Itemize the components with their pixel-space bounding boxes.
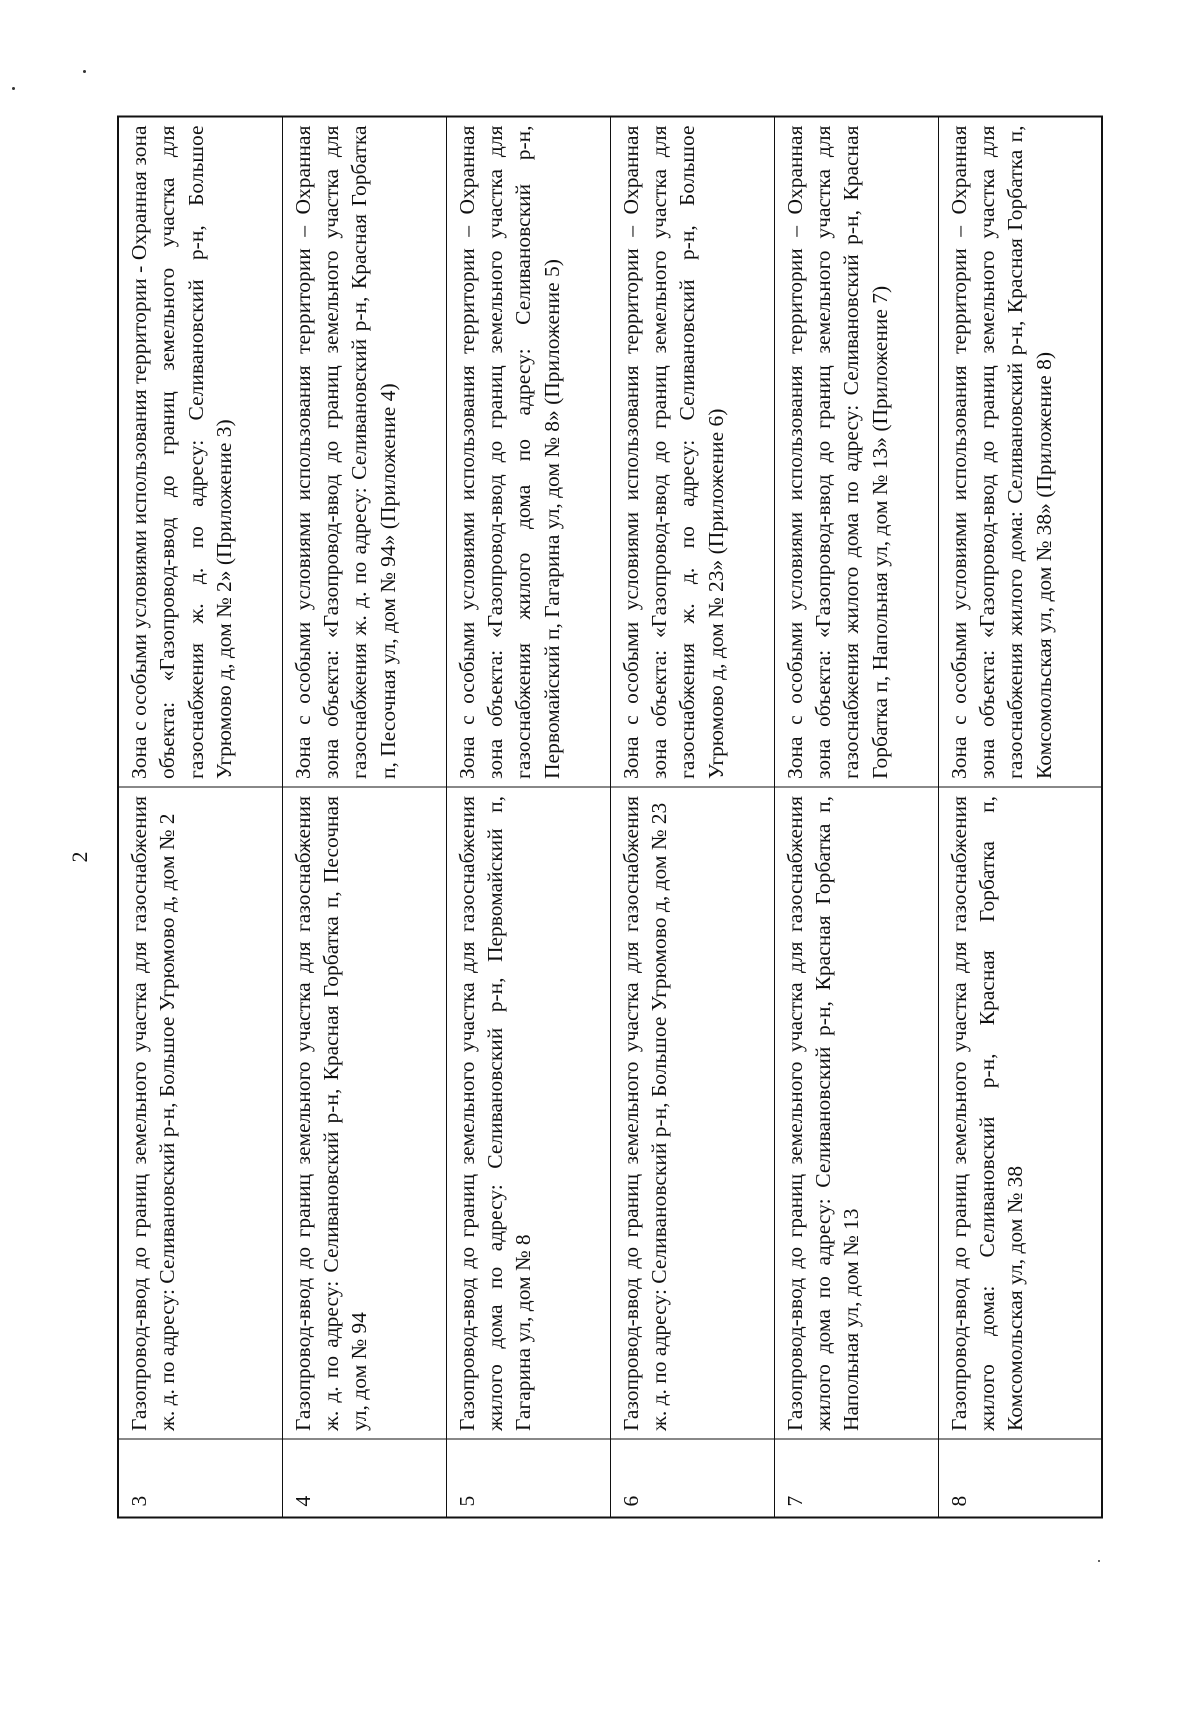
scan-speck	[12, 87, 15, 90]
zone-description: Зона с особыми условиями использования территории – Охранная зона объекта: «Газопровод-ввод до границ земельного участка для газоснабжения ж. д. по адресу: Селивановский р-н, Красная Горбатка п, Песочная ул, дом № 94» (Приложение 4)	[282, 116, 446, 787]
object-description: Газопровод-ввод до границ земельного участка для газоснабжения жилого дома по адресу: Селивановский р-н, Первомайский п, Гагарина ул, дом № 8	[446, 787, 610, 1439]
zone-description: Зона с особыми условиями использования территории – Охранная зона объекта: «Газопровод-ввод до границ земельного участка для газоснабжения жилого дома: Селивановский р-н, Красная Горбатка п, Комсомольская ул, дом № 38» (Приложение 8)	[938, 116, 1102, 787]
table-row	[446, 116, 610, 1517]
table-row	[282, 116, 446, 1517]
page-number: 2	[67, 851, 92, 863]
scan-speck	[1098, 1560, 1100, 1562]
zone-description: Зона с особыми условиями использования территории – Охранная зона объекта: «Газопровод-ввод до границ земельного участка для газоснабжения жилого дома по адресу: Селивановский р-н, Первомайский п, Гагарина ул, дом № 8» (Приложение 5)	[446, 116, 610, 787]
object-description: Газопровод-ввод до границ земельного участка для газоснабжения жилого дома по адресу: Селивановский р-н, Красная Горбатка п, Напольная ул, дом № 13	[774, 787, 938, 1439]
object-description: Газопровод-ввод до границ земельного участка для газоснабжения ж. д. по адресу: Селивановский р-н, Большое Угрюмово д, дом № 2	[118, 787, 282, 1439]
table-row	[774, 116, 938, 1517]
row-number: 5	[446, 1439, 610, 1517]
row-number: 7	[774, 1439, 938, 1517]
object-description: Газопровод-ввод до границ земельного участка для газоснабжения ж. д. по адресу: Селивановский р-н, Большое Угрюмово д, дом № 23	[610, 787, 774, 1439]
table-row	[938, 116, 1102, 1517]
object-description: Газопровод-ввод до границ земельного участка для газоснабжения ж. д. по адресу: Селивановский р-н, Красная Горбатка п, Песочная ул, дом № 94	[282, 787, 446, 1439]
table-row	[118, 116, 282, 1517]
row-number: 6	[610, 1439, 774, 1517]
row-number: 8	[938, 1439, 1102, 1517]
zone-description: Зона с особыми условиями использования территории – Охранная зона объекта: «Газопровод-ввод до границ земельного участка для газоснабжения ж. д. по адресу: Селивановский р-н, Большое Угрюмово д, дом № 23» (Приложение 6)	[610, 116, 774, 787]
table-row	[610, 116, 774, 1517]
zones-table	[117, 115, 1103, 1518]
zone-description: Зона с особыми условиями использования территории – Охранная зона объекта: «Газопровод-ввод до границ земельного участка для газоснабжения жилого дома по адресу: Селивановский р-н, Красная Горбатка п, Напольная ул, дом № 13» (Приложение 7)	[774, 116, 938, 787]
scan-speck	[83, 70, 86, 73]
row-number: 4	[282, 1439, 446, 1517]
object-description: Газопровод-ввод до границ земельного участка для газоснабжения жилого дома: Селивановский р-н, Красная Горбатка п, Комсомольская ул, дом № 38	[938, 787, 1102, 1439]
zone-description: Зона с особыми условиями использования территории - Охранная зона объекта: «Газопровод-ввод до границ земельного участка для газоснабжения ж. д. по адресу: Селивановский р-н, Большое Угрюмово д, дом № 2» (Приложение 3)	[118, 116, 282, 787]
row-number: 3	[118, 1439, 282, 1517]
